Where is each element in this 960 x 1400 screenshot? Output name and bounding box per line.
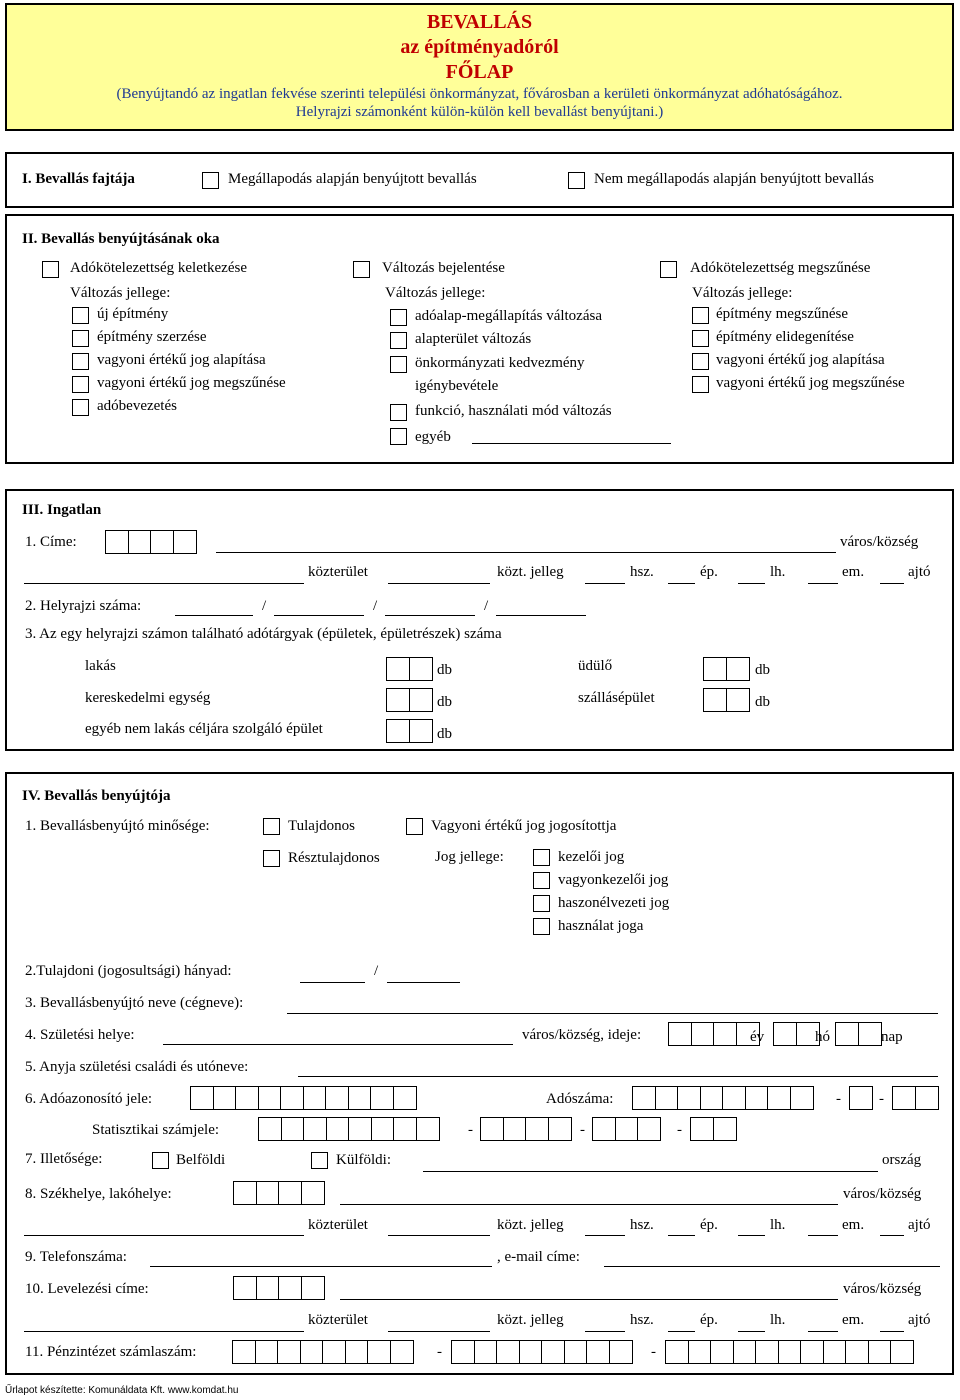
character-box[interactable]: [548, 1117, 572, 1141]
non-agreement-label: Nem megállapodás alapján benyújtott bevallás: [594, 171, 874, 187]
statistical-code-boxes-1[interactable]: [258, 1117, 438, 1141]
character-box[interactable]: [233, 1181, 257, 1205]
owner-label: Tulajdonos: [288, 818, 355, 834]
character-box[interactable]: [541, 1340, 565, 1364]
db-unit: db: [755, 662, 770, 678]
db-unit: db: [755, 694, 770, 710]
character-box[interactable]: [823, 1340, 847, 1364]
character-box[interactable]: [691, 1022, 715, 1046]
character-box[interactable]: [235, 1086, 259, 1110]
form-subtitle: az építményadóról: [400, 36, 559, 58]
character-box[interactable]: [892, 1086, 916, 1110]
character-box[interactable]: [503, 1117, 527, 1141]
bank-account-boxes-1[interactable]: [232, 1340, 412, 1364]
lot-number-part2[interactable]: [274, 615, 364, 616]
character-box[interactable]: [845, 1340, 869, 1364]
character-box[interactable]: [303, 1086, 327, 1110]
dash: -: [677, 1122, 682, 1138]
commercial-unit-count-boxes[interactable]: [386, 688, 431, 712]
character-box[interactable]: [713, 1117, 737, 1141]
character-box[interactable]: [713, 1022, 737, 1046]
character-box[interactable]: [722, 1086, 746, 1110]
street-label: közterület: [308, 564, 368, 580]
mailing-address-label: 10. Levelezési címe:: [25, 1281, 149, 1297]
character-box[interactable]: [525, 1117, 549, 1141]
tax-id-label: 6. Adóazonosító jele:: [25, 1091, 153, 1107]
option-label: vagyoni értékű jog megszűnése: [97, 375, 286, 391]
character-box[interactable]: [256, 1181, 280, 1205]
other-building-count-boxes[interactable]: [386, 719, 431, 743]
building-label: ép.: [700, 564, 718, 580]
door-label: ajtó: [908, 1312, 931, 1328]
house-number-label: hsz.: [630, 1217, 654, 1233]
building-acquisition-checkbox[interactable]: [72, 330, 89, 347]
character-box[interactable]: [703, 657, 727, 681]
option-label: építmény szerzése: [97, 329, 207, 345]
staircase-label: lh.: [770, 1312, 786, 1328]
db-unit: db: [437, 662, 452, 678]
character-box[interactable]: [474, 1340, 498, 1364]
mailing-street-type-field[interactable]: [388, 1331, 490, 1332]
house-number-label: hsz.: [630, 564, 654, 580]
character-box[interactable]: [280, 1086, 304, 1110]
change-report-checkbox[interactable]: [353, 261, 370, 278]
agreement-checkbox[interactable]: [202, 172, 219, 189]
birth-year-boxes[interactable]: [668, 1022, 758, 1046]
house-number-field[interactable]: [585, 583, 625, 584]
foreign-checkbox[interactable]: [311, 1152, 328, 1169]
mailing-door-field[interactable]: [880, 1331, 904, 1332]
character-box[interactable]: [767, 1086, 791, 1110]
character-box[interactable]: [255, 1340, 279, 1364]
header-note-line2: Helyrajzi számonként külön-külön kell bevallást benyújtani.): [295, 104, 664, 120]
ownership-share-numerator[interactable]: [300, 982, 365, 983]
building-label: ép.: [700, 1217, 718, 1233]
character-box[interactable]: [726, 688, 750, 712]
bank-account-label: 11. Pénzintézet számlaszám:: [25, 1344, 197, 1360]
tax-number-label: Adószáma:: [546, 1091, 614, 1107]
option-label: építmény elidegenítése: [716, 329, 854, 345]
character-box[interactable]: [278, 1276, 302, 1300]
character-box[interactable]: [615, 1117, 639, 1141]
floor-label: em.: [842, 564, 865, 580]
character-box[interactable]: [367, 1340, 391, 1364]
tax-base-change-checkbox[interactable]: [390, 309, 407, 326]
residence-postal-code-boxes[interactable]: [233, 1181, 323, 1205]
character-box[interactable]: [386, 688, 410, 712]
section-title: III. Ingatlan: [22, 502, 102, 518]
city-label: város/község: [843, 1281, 922, 1297]
tax-introduction-checkbox[interactable]: [72, 399, 89, 416]
option-label: adóbevezetés: [97, 398, 177, 414]
tax-number-vat-box[interactable]: [849, 1086, 872, 1110]
lot-number-part4[interactable]: [496, 615, 586, 616]
share-separator: /: [374, 963, 379, 979]
character-box[interactable]: [496, 1340, 520, 1364]
mailing-floor-field[interactable]: [808, 1331, 838, 1332]
statistical-code-boxes-4[interactable]: [690, 1117, 735, 1141]
statistical-code-boxes-2[interactable]: [480, 1117, 570, 1141]
character-box[interactable]: [322, 1340, 346, 1364]
character-box[interactable]: [519, 1340, 543, 1364]
character-box[interactable]: [677, 1086, 701, 1110]
character-box[interactable]: [325, 1086, 349, 1110]
city-label: város/község: [840, 534, 919, 550]
character-box[interactable]: [128, 530, 152, 554]
character-box[interactable]: [386, 719, 410, 743]
right-type-option: haszonélvezeti jog: [558, 895, 670, 911]
residence-house-number-field[interactable]: [585, 1235, 625, 1236]
domestic-checkbox[interactable]: [152, 1152, 169, 1169]
residence-staircase-field[interactable]: [738, 1235, 765, 1236]
option-label: építmény megszűnése: [716, 306, 849, 322]
character-box[interactable]: [301, 1181, 325, 1205]
street-type-field[interactable]: [388, 583, 490, 584]
right-termination-checkbox[interactable]: [72, 376, 89, 393]
option-label: önkormányzati kedvezmény: [415, 355, 585, 371]
birth-place-field[interactable]: [163, 1044, 513, 1045]
residence-label: 8. Székhelye, lakóhelye:: [25, 1186, 172, 1202]
use-right-checkbox[interactable]: [533, 918, 550, 935]
door-label: ajtó: [908, 1217, 931, 1233]
country-label: ország: [882, 1152, 922, 1168]
email-field[interactable]: [604, 1266, 940, 1267]
character-box[interactable]: [277, 1340, 301, 1364]
domestic-label: Belföldi: [176, 1152, 226, 1168]
commercial-unit-label: kereskedelmi egység: [85, 690, 211, 706]
character-box[interactable]: [690, 1117, 714, 1141]
usage-change-checkbox[interactable]: [390, 404, 407, 421]
dash: -: [879, 1091, 884, 1107]
city-field[interactable]: [216, 552, 836, 553]
ownership-share-label: 2.Tulajdoni (jogosultsági) hányad:: [25, 963, 232, 979]
option-label: egyéb: [415, 429, 451, 445]
column-heading: Adókötelezettség megszűnése: [690, 260, 871, 276]
residence-street-field[interactable]: [24, 1235, 304, 1236]
street-field[interactable]: [24, 583, 304, 584]
character-box[interactable]: [348, 1086, 372, 1110]
door-label: ajtó: [908, 564, 931, 580]
holiday-home-label: üdülő: [578, 658, 613, 674]
character-box[interactable]: [386, 657, 410, 681]
building-alienation-checkbox[interactable]: [692, 330, 709, 347]
character-box[interactable]: [609, 1340, 633, 1364]
co-owner-checkbox[interactable]: [263, 850, 280, 867]
right-type-label: Jog jellege:: [435, 849, 504, 865]
mother-name-label: 5. Anyja születési családi és utóneve:: [25, 1059, 249, 1075]
lot-separator: /: [373, 598, 378, 614]
building-label: ép.: [700, 1312, 718, 1328]
db-unit: db: [437, 726, 452, 742]
character-box[interactable]: [150, 530, 174, 554]
character-box[interactable]: [726, 657, 750, 681]
character-box[interactable]: [409, 688, 433, 712]
accommodation-count-boxes[interactable]: [703, 688, 748, 712]
option-label: funkció, használati mód változás: [415, 403, 612, 419]
tax-liability-end-checkbox[interactable]: [660, 261, 677, 278]
residence-street-type-field[interactable]: [388, 1235, 490, 1236]
apartment-count-boxes[interactable]: [386, 657, 431, 681]
dash: -: [580, 1122, 585, 1138]
right-holder-checkbox[interactable]: [406, 818, 423, 835]
character-box[interactable]: [451, 1340, 475, 1364]
character-box[interactable]: [755, 1340, 779, 1364]
character-box[interactable]: [665, 1340, 689, 1364]
staircase-label: lh.: [770, 1217, 786, 1233]
bank-account-boxes-3[interactable]: [665, 1340, 913, 1364]
lot-number-label: 2. Helyrajzi száma:: [25, 598, 142, 614]
character-box[interactable]: [668, 1022, 692, 1046]
holiday-home-count-boxes[interactable]: [703, 657, 748, 681]
lot-separator: /: [262, 598, 267, 614]
submitter-role-label: 1. Bevallásbenyújtó minősége:: [25, 818, 210, 834]
residence-door-field[interactable]: [880, 1235, 904, 1236]
street-type-label: közt. jelleg: [497, 1217, 564, 1233]
character-box[interactable]: [890, 1340, 914, 1364]
character-box[interactable]: [326, 1117, 350, 1141]
option-label: vagyoni értékű jog alapítása: [97, 352, 266, 368]
character-box[interactable]: [700, 1086, 724, 1110]
lot-number-part1[interactable]: [175, 615, 253, 616]
section-property: [5, 489, 954, 751]
year-label: év: [750, 1029, 765, 1045]
character-box[interactable]: [232, 1340, 256, 1364]
form-title: BEVALLÁS: [426, 11, 533, 33]
mailing-house-number-field[interactable]: [585, 1331, 625, 1332]
section-title: II. Bevallás benyújtásának oka: [22, 231, 220, 247]
character-box[interactable]: [278, 1181, 302, 1205]
option-label: vagyoni értékű jog alapítása: [716, 352, 885, 368]
other-change-field[interactable]: [472, 443, 671, 444]
character-box[interactable]: [345, 1340, 369, 1364]
mailing-city-field[interactable]: [340, 1299, 838, 1300]
character-box[interactable]: [409, 719, 433, 743]
header-note-line1: (Benyújtandó az ingatlan fekvése szerinti települési önkormányzat, fővárosban a kerületi önkormányzat adóhatóságához.: [116, 86, 843, 102]
floor-area-change-checkbox[interactable]: [390, 332, 407, 349]
character-box[interactable]: [416, 1117, 440, 1141]
foreign-label: Külföldi:: [336, 1152, 391, 1168]
form-sheet-name: FŐLAP: [445, 61, 514, 83]
floor-field[interactable]: [808, 583, 838, 584]
character-box[interactable]: [800, 1340, 824, 1364]
character-box[interactable]: [868, 1340, 892, 1364]
character-box[interactable]: [858, 1022, 882, 1046]
street-type-label: közt. jelleg: [497, 564, 564, 580]
dash: -: [836, 1091, 841, 1107]
character-box[interactable]: [773, 1022, 797, 1046]
dash: -: [437, 1344, 442, 1360]
character-box[interactable]: [258, 1117, 282, 1141]
option-label: vagyoni értékű jog megszűnése: [716, 375, 905, 391]
option-label: adóalap-megállapítás változása: [415, 308, 602, 324]
ownership-share-denominator[interactable]: [387, 982, 460, 983]
postal-code-boxes[interactable]: [105, 530, 195, 554]
mailing-street-field[interactable]: [24, 1331, 304, 1332]
character-box[interactable]: [790, 1086, 814, 1110]
birth-place-label: 4. Születési helye:: [25, 1027, 135, 1043]
character-box[interactable]: [632, 1086, 656, 1110]
option-label: új építmény: [97, 306, 169, 322]
form-header: [5, 3, 954, 131]
new-building-checkbox[interactable]: [72, 307, 89, 324]
other-building-label: egyéb nem lakás céljára szolgáló épület: [85, 721, 323, 737]
character-box[interactable]: [370, 1086, 394, 1110]
staircase-field[interactable]: [738, 583, 765, 584]
mailing-postal-code-boxes[interactable]: [233, 1276, 323, 1300]
residence-building-field[interactable]: [668, 1235, 695, 1236]
non-agreement-checkbox[interactable]: [568, 172, 585, 189]
character-box[interactable]: [778, 1340, 802, 1364]
right-establishment-end-checkbox[interactable]: [692, 353, 709, 370]
floor-label: em.: [842, 1312, 865, 1328]
tax-liability-start-checkbox[interactable]: [42, 261, 59, 278]
mailing-staircase-field[interactable]: [738, 1331, 765, 1332]
character-box[interactable]: [173, 530, 197, 554]
character-box[interactable]: [733, 1340, 757, 1364]
objects-count-label: 3. Az egy helyrajzi számon található adótárgyak (épületek, épületrészek) száma: [25, 626, 502, 642]
character-box[interactable]: [745, 1086, 769, 1110]
floor-label: em.: [842, 1217, 865, 1233]
right-holder-label: Vagyoni értékű jog jogosítottja: [431, 818, 617, 834]
tax-number-boxes[interactable]: [632, 1086, 812, 1110]
character-box[interactable]: [915, 1086, 939, 1110]
character-box[interactable]: [849, 1086, 873, 1110]
character-box[interactable]: [637, 1117, 661, 1141]
street-label: közterület: [308, 1312, 368, 1328]
building-field[interactable]: [668, 583, 695, 584]
character-box[interactable]: [233, 1276, 257, 1300]
character-box[interactable]: [371, 1117, 395, 1141]
character-box[interactable]: [390, 1340, 414, 1364]
option-label: alapterület változás: [415, 331, 532, 347]
address-label: 1. Címe:: [25, 534, 77, 550]
right-type-option: kezelői jog: [558, 849, 625, 865]
country-field[interactable]: [423, 1171, 878, 1172]
residence-city-field[interactable]: [340, 1204, 838, 1205]
column-heading: Adókötelezettség keletkezése: [70, 260, 247, 276]
right-type-option: vagyonkezelői jog: [558, 872, 669, 888]
lot-separator: /: [484, 598, 489, 614]
character-box[interactable]: [655, 1086, 679, 1110]
character-box[interactable]: [213, 1086, 237, 1110]
statistical-code-label: Statisztikai számjele:: [92, 1122, 220, 1138]
change-nature-label: Változás jellege:: [70, 285, 171, 301]
street-label: közterület: [308, 1217, 368, 1233]
character-box[interactable]: [190, 1086, 214, 1110]
column-heading: Változás bejelentése: [382, 260, 505, 276]
db-unit: db: [437, 694, 452, 710]
mother-name-field[interactable]: [298, 1076, 938, 1077]
building-cessation-checkbox[interactable]: [692, 307, 709, 324]
character-box[interactable]: [300, 1340, 324, 1364]
character-box[interactable]: [393, 1117, 417, 1141]
phone-field[interactable]: [150, 1266, 492, 1267]
character-box[interactable]: [586, 1340, 610, 1364]
character-box[interactable]: [703, 688, 727, 712]
usufruct-right-checkbox[interactable]: [533, 895, 550, 912]
staircase-label: lh.: [770, 564, 786, 580]
option-label-continued: igénybevétele: [415, 378, 499, 394]
city-label: város/község: [843, 1186, 922, 1202]
character-box[interactable]: [409, 657, 433, 681]
character-box[interactable]: [710, 1340, 734, 1364]
right-type-option: használat joga: [558, 918, 644, 934]
statistical-code-boxes-3[interactable]: [592, 1117, 660, 1141]
character-box[interactable]: [301, 1276, 325, 1300]
submitter-name-label: 3. Bevallásbenyújtó neve (cégneve):: [25, 995, 244, 1011]
agreement-label: Megállapodás alapján benyújtott bevallás: [228, 171, 477, 187]
residency-label: 7. Illetősége:: [25, 1151, 103, 1167]
submitter-name-field[interactable]: [287, 1013, 938, 1014]
accommodation-label: szállásépület: [578, 690, 655, 706]
other-change-checkbox[interactable]: [390, 428, 407, 445]
municipal-discount-checkbox[interactable]: [390, 356, 407, 373]
character-box[interactable]: [303, 1117, 327, 1141]
character-box[interactable]: [592, 1117, 616, 1141]
co-owner-label: Résztulajdonos: [288, 850, 380, 866]
character-box[interactable]: [258, 1086, 282, 1110]
birth-month-boxes[interactable]: [773, 1022, 818, 1046]
owner-checkbox[interactable]: [263, 818, 280, 835]
character-box[interactable]: [281, 1117, 305, 1141]
right-establishment-checkbox[interactable]: [72, 353, 89, 370]
residence-floor-field[interactable]: [808, 1235, 838, 1236]
character-box[interactable]: [564, 1340, 588, 1364]
right-termination-end-checkbox[interactable]: [692, 376, 709, 393]
phone-label: 9. Telefonszáma:: [25, 1249, 127, 1265]
dash: -: [468, 1122, 473, 1138]
house-number-label: hsz.: [630, 1312, 654, 1328]
character-box[interactable]: [105, 530, 129, 554]
tax-number-county-boxes[interactable]: [892, 1086, 937, 1110]
change-nature-label: Változás jellege:: [385, 285, 486, 301]
character-box[interactable]: [348, 1117, 372, 1141]
door-field[interactable]: [880, 583, 904, 584]
character-box[interactable]: [480, 1117, 504, 1141]
month-label: hó: [815, 1029, 830, 1045]
character-box[interactable]: [256, 1276, 280, 1300]
section-title: IV. Bevallás benyújtója: [22, 788, 171, 804]
management-right-checkbox[interactable]: [533, 849, 550, 866]
asset-management-right-checkbox[interactable]: [533, 872, 550, 889]
tax-id-boxes[interactable]: [190, 1086, 415, 1110]
email-label: , e-mail címe:: [497, 1249, 580, 1265]
character-box[interactable]: [393, 1086, 417, 1110]
lot-number-part3[interactable]: [385, 615, 475, 616]
character-box[interactable]: [688, 1340, 712, 1364]
character-box[interactable]: [835, 1022, 859, 1046]
change-nature-label: Változás jellege:: [692, 285, 793, 301]
birth-day-boxes[interactable]: [835, 1022, 880, 1046]
street-type-label: közt. jelleg: [497, 1312, 564, 1328]
day-label: nap: [881, 1029, 903, 1045]
mailing-building-field[interactable]: [668, 1331, 695, 1332]
bank-account-boxes-2[interactable]: [451, 1340, 631, 1364]
section-title: I. Bevallás fajtája: [22, 171, 135, 187]
apartment-label: lakás: [85, 658, 116, 674]
form-credit: Űrlapot készítette: Komunáldata Kft. www.komdat.hu: [5, 1385, 239, 1396]
dash: -: [651, 1344, 656, 1360]
birth-date-label: város/község, ideje:: [522, 1027, 642, 1043]
